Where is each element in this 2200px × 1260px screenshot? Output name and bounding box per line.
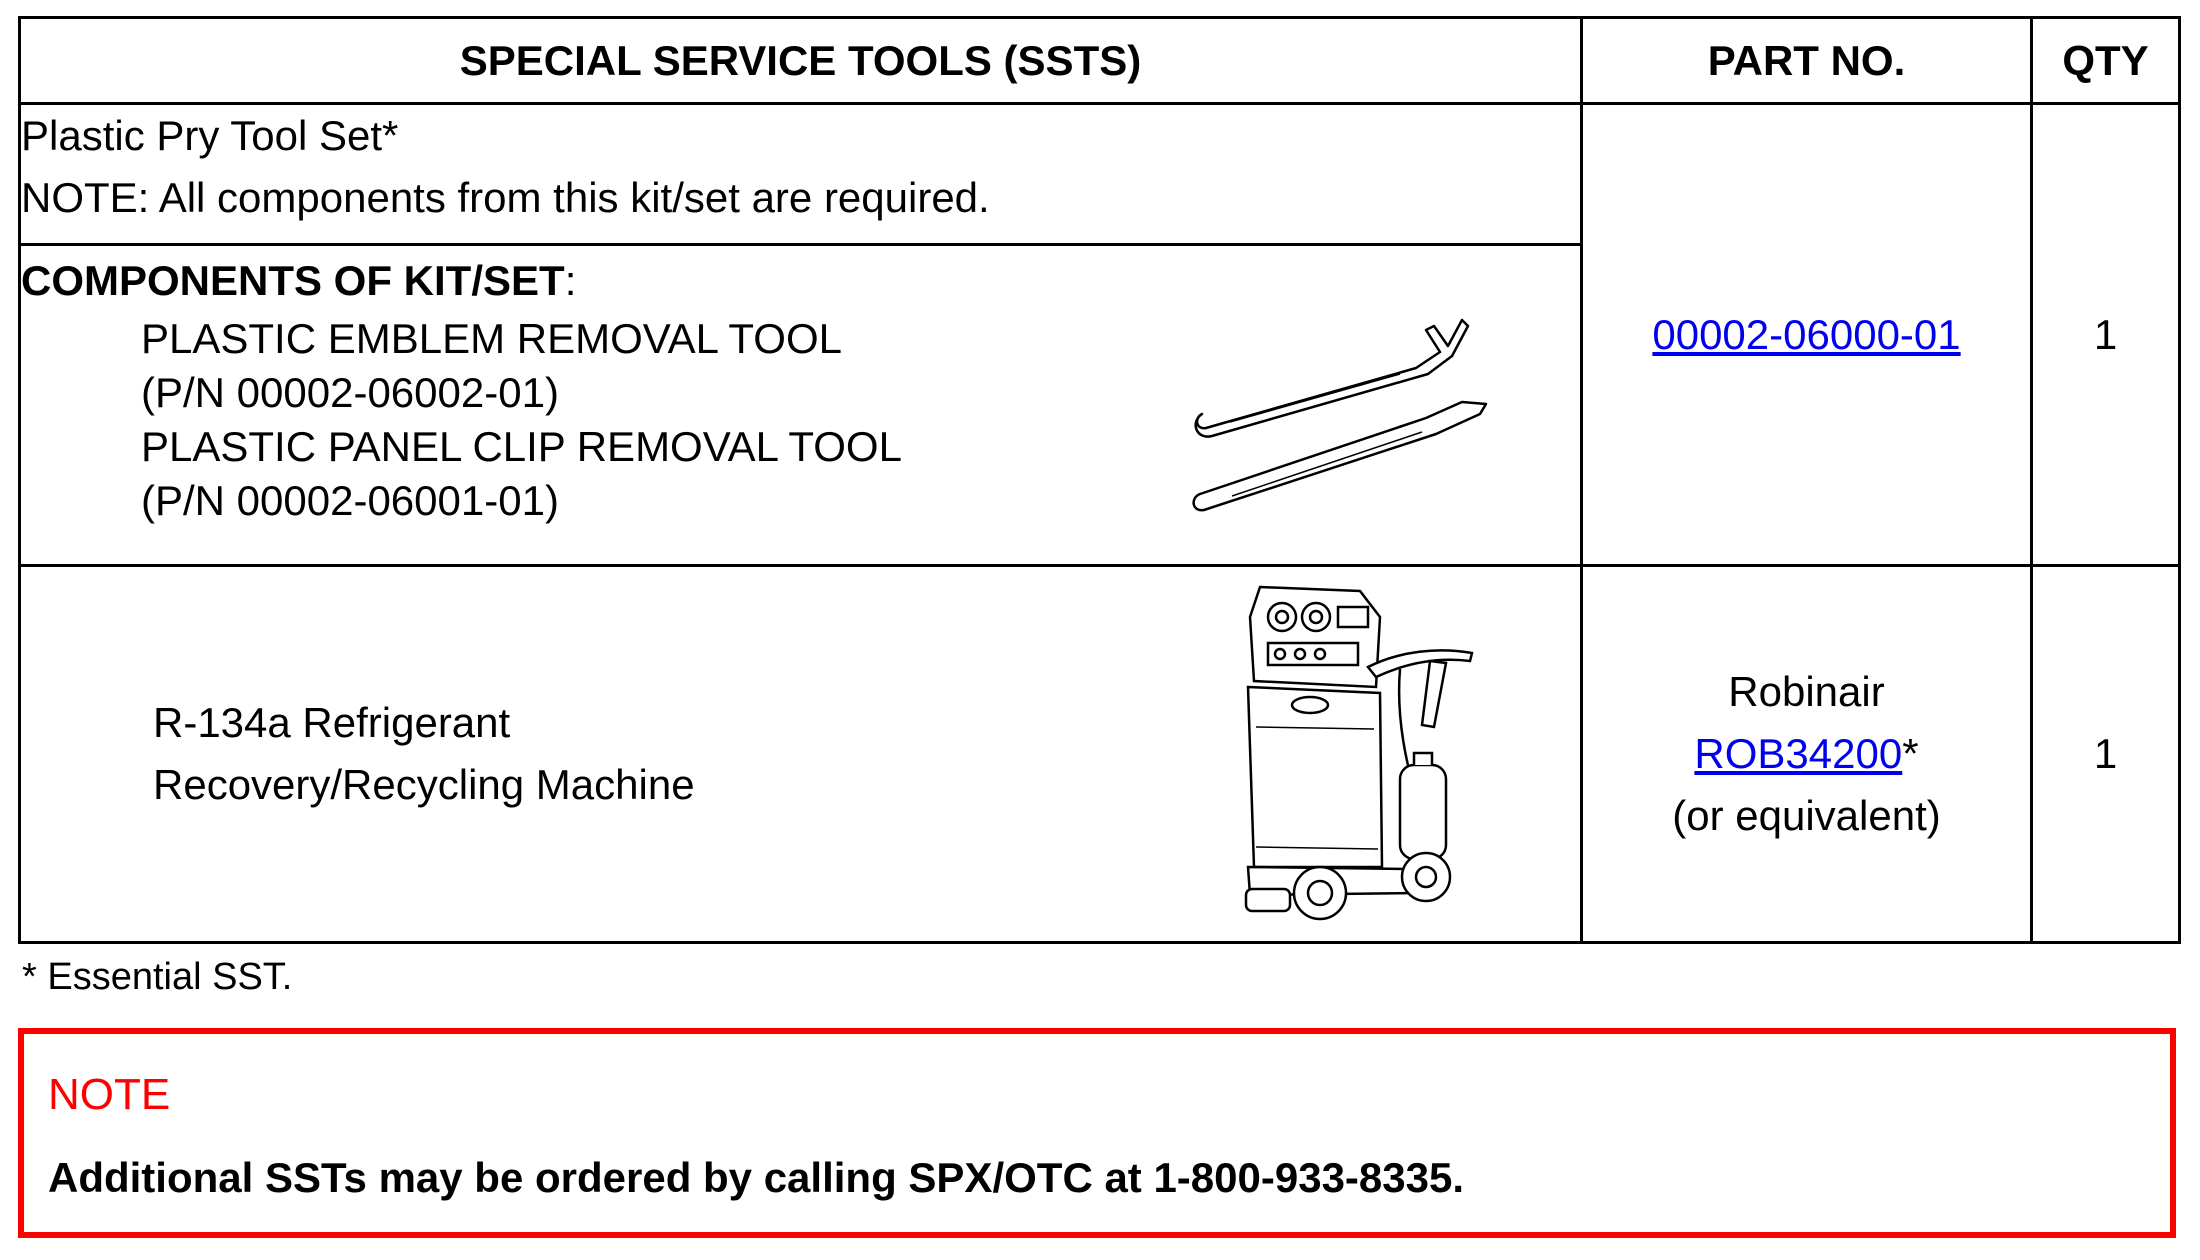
machine-equivalent: (or equivalent): [1672, 791, 1941, 839]
kit-qty-cell: 1: [2032, 104, 2180, 565]
table-header-row: [20, 18, 2180, 104]
kit-part-no-link[interactable]: 00002-06000-01: [1652, 310, 1961, 358]
machine-line-1: R-134a Refrigerant: [153, 698, 511, 746]
header-part-no: PART NO.: [1582, 18, 2032, 104]
kit-description-cell: [20, 104, 1582, 244]
kit-components-cell: [20, 244, 1582, 565]
machine-brand: Robinair: [1728, 667, 1885, 715]
header-qty: QTY: [2032, 18, 2180, 104]
kit-name: Plastic Pry Tool Set*: [21, 112, 399, 160]
components-heading: COMPONENTS OF KIT/SET: [21, 256, 565, 304]
machine-part-no-link[interactable]: ROB34200: [1694, 729, 1903, 777]
pry-tools-illustration: [1190, 296, 1510, 516]
refrigerant-machine-illustration: [1220, 577, 1490, 927]
component-1-pn: (P/N 00002-06002-01): [141, 368, 559, 416]
components-colon: :: [564, 256, 577, 304]
table-row: [20, 104, 2180, 244]
machine-part-line: [1583, 723, 2030, 785]
machine-part-suffix: *: [1902, 729, 1919, 777]
note-text: Additional SSTs may be ordered by calling SPX/OTC at 1-800-933-8335.: [48, 1154, 1465, 1201]
component-2-name: PLASTIC PANEL CLIP REMOVAL TOOL: [141, 422, 902, 470]
table-row: [20, 565, 2180, 942]
component-2-pn: (P/N 00002-06001-01): [141, 476, 559, 524]
header-tools: SPECIAL SERVICE TOOLS (SSTS): [20, 18, 1582, 104]
machine-qty-cell: 1: [2032, 565, 2180, 942]
note-title: NOTE: [48, 1070, 171, 1119]
essential-footnote: * Essential SST.: [22, 956, 293, 998]
kit-note: NOTE: All components from this kit/set are required.: [21, 174, 990, 222]
kit-part-no-cell: [1582, 104, 2032, 565]
machine-part-no-cell: [1582, 565, 2032, 942]
sst-table: [18, 16, 2181, 944]
note-box: [18, 1028, 2176, 1238]
machine-line-2: Recovery/Recycling Machine: [153, 760, 695, 808]
component-1-name: PLASTIC EMBLEM REMOVAL TOOL: [141, 314, 842, 362]
machine-description-cell: [20, 565, 1582, 942]
